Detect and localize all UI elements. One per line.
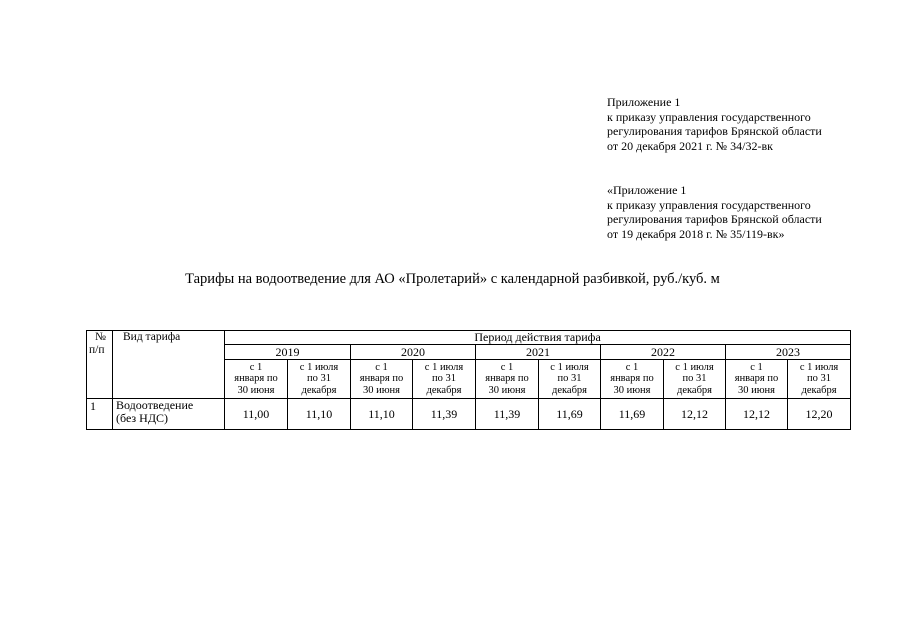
tariff-value: 12,20 [788, 399, 851, 430]
period-line: января по [234, 373, 278, 385]
period-second-half [288, 360, 351, 399]
annex-line: Приложение 1 [607, 95, 681, 109]
period-line: с 1 июля [424, 361, 464, 373]
annex-line: от 19 декабря 2018 г. № 35/119-вк» [607, 226, 785, 241]
annex-line: регулирования тарифов Брянской области [607, 124, 822, 138]
period-line: с 1 [249, 361, 263, 373]
period-line: с 1 июля [550, 361, 589, 373]
period-line: с 1 [375, 361, 388, 373]
period-line: с 1 июля [299, 361, 339, 373]
row-tariff-kind-line: (без НДС) [116, 411, 169, 425]
period-line: по 31 [557, 373, 582, 385]
period-line: декабря [301, 384, 337, 396]
period-line: с 1 [750, 361, 763, 373]
period-second-half [539, 360, 601, 399]
period-line: с 1 [625, 361, 639, 373]
tariff-value: 11,69 [601, 399, 664, 430]
annex-line: от 20 декабря 2021 г. № 34/32-вк [607, 138, 773, 153]
annex-header-original [607, 183, 822, 241]
period-line: января по [485, 373, 529, 385]
period-first-half [351, 360, 413, 399]
tariff-value: 12,12 [664, 399, 726, 430]
annex-line: к приказу управления государственного [607, 109, 811, 124]
period-line: по 31 [432, 373, 456, 385]
period-second-half [788, 360, 851, 399]
period-line: с 1 июля [675, 361, 714, 373]
annex-header-current [607, 95, 822, 153]
period-first-half [726, 360, 788, 399]
tariff-value: 11,39 [413, 399, 476, 430]
tariff-value: 11,00 [225, 399, 288, 430]
period-line: по 31 [682, 373, 707, 385]
header-number-line: № [95, 331, 106, 343]
row-tariff-kind-line: Водоотведение [116, 398, 194, 412]
period-line: с 1 [500, 361, 514, 373]
period-line: января по [734, 373, 779, 385]
header-tariff-kind: Вид тарифа [113, 331, 225, 399]
period-line: января по [610, 373, 654, 385]
tariff-value: 12,12 [726, 399, 788, 430]
header-year: 2023 [726, 345, 851, 360]
tariff-table [86, 330, 851, 430]
period-line: по 31 [307, 373, 331, 385]
period-line: 30 июня [237, 384, 275, 396]
period-first-half [225, 360, 288, 399]
period-line: 30 июня [362, 384, 401, 396]
tariff-value: 11,10 [288, 399, 351, 430]
header-year: 2021 [476, 345, 601, 360]
annex-line: «Приложение 1 [607, 183, 687, 197]
header-period: Период действия тарифа [225, 331, 851, 345]
document-title: Тарифы на водоотведение для АО «Пролетарий» с календарной разбивкой, руб./куб. м [185, 271, 720, 287]
period-second-half [413, 360, 476, 399]
period-line: января по [359, 373, 404, 385]
period-first-half [476, 360, 539, 399]
header-year: 2019 [225, 345, 351, 360]
annex-line: регулирования тарифов Брянской области [607, 212, 822, 226]
period-first-half [601, 360, 664, 399]
row-tariff-kind [113, 399, 225, 430]
period-second-half [664, 360, 726, 399]
period-line: декабря [426, 384, 462, 396]
period-line: 30 июня [737, 384, 776, 396]
period-line: с 1 июля [799, 361, 839, 373]
tariff-value: 11,39 [476, 399, 539, 430]
annex-line: к приказу управления государственного [607, 197, 811, 212]
period-line: декабря [551, 384, 588, 396]
period-line: 30 июня [488, 384, 526, 396]
period-line: декабря [801, 384, 837, 396]
tariff-value: 11,69 [539, 399, 601, 430]
period-line: по 31 [807, 373, 832, 385]
period-line: декабря [676, 384, 713, 396]
header-year: 2022 [601, 345, 726, 360]
period-line: 30 июня [613, 384, 651, 396]
header-year: 2020 [351, 345, 476, 360]
header-number-line: п/п [89, 344, 105, 356]
header-number [87, 331, 113, 399]
tariff-value: 11,10 [351, 399, 413, 430]
row-number: 1 [87, 399, 113, 430]
